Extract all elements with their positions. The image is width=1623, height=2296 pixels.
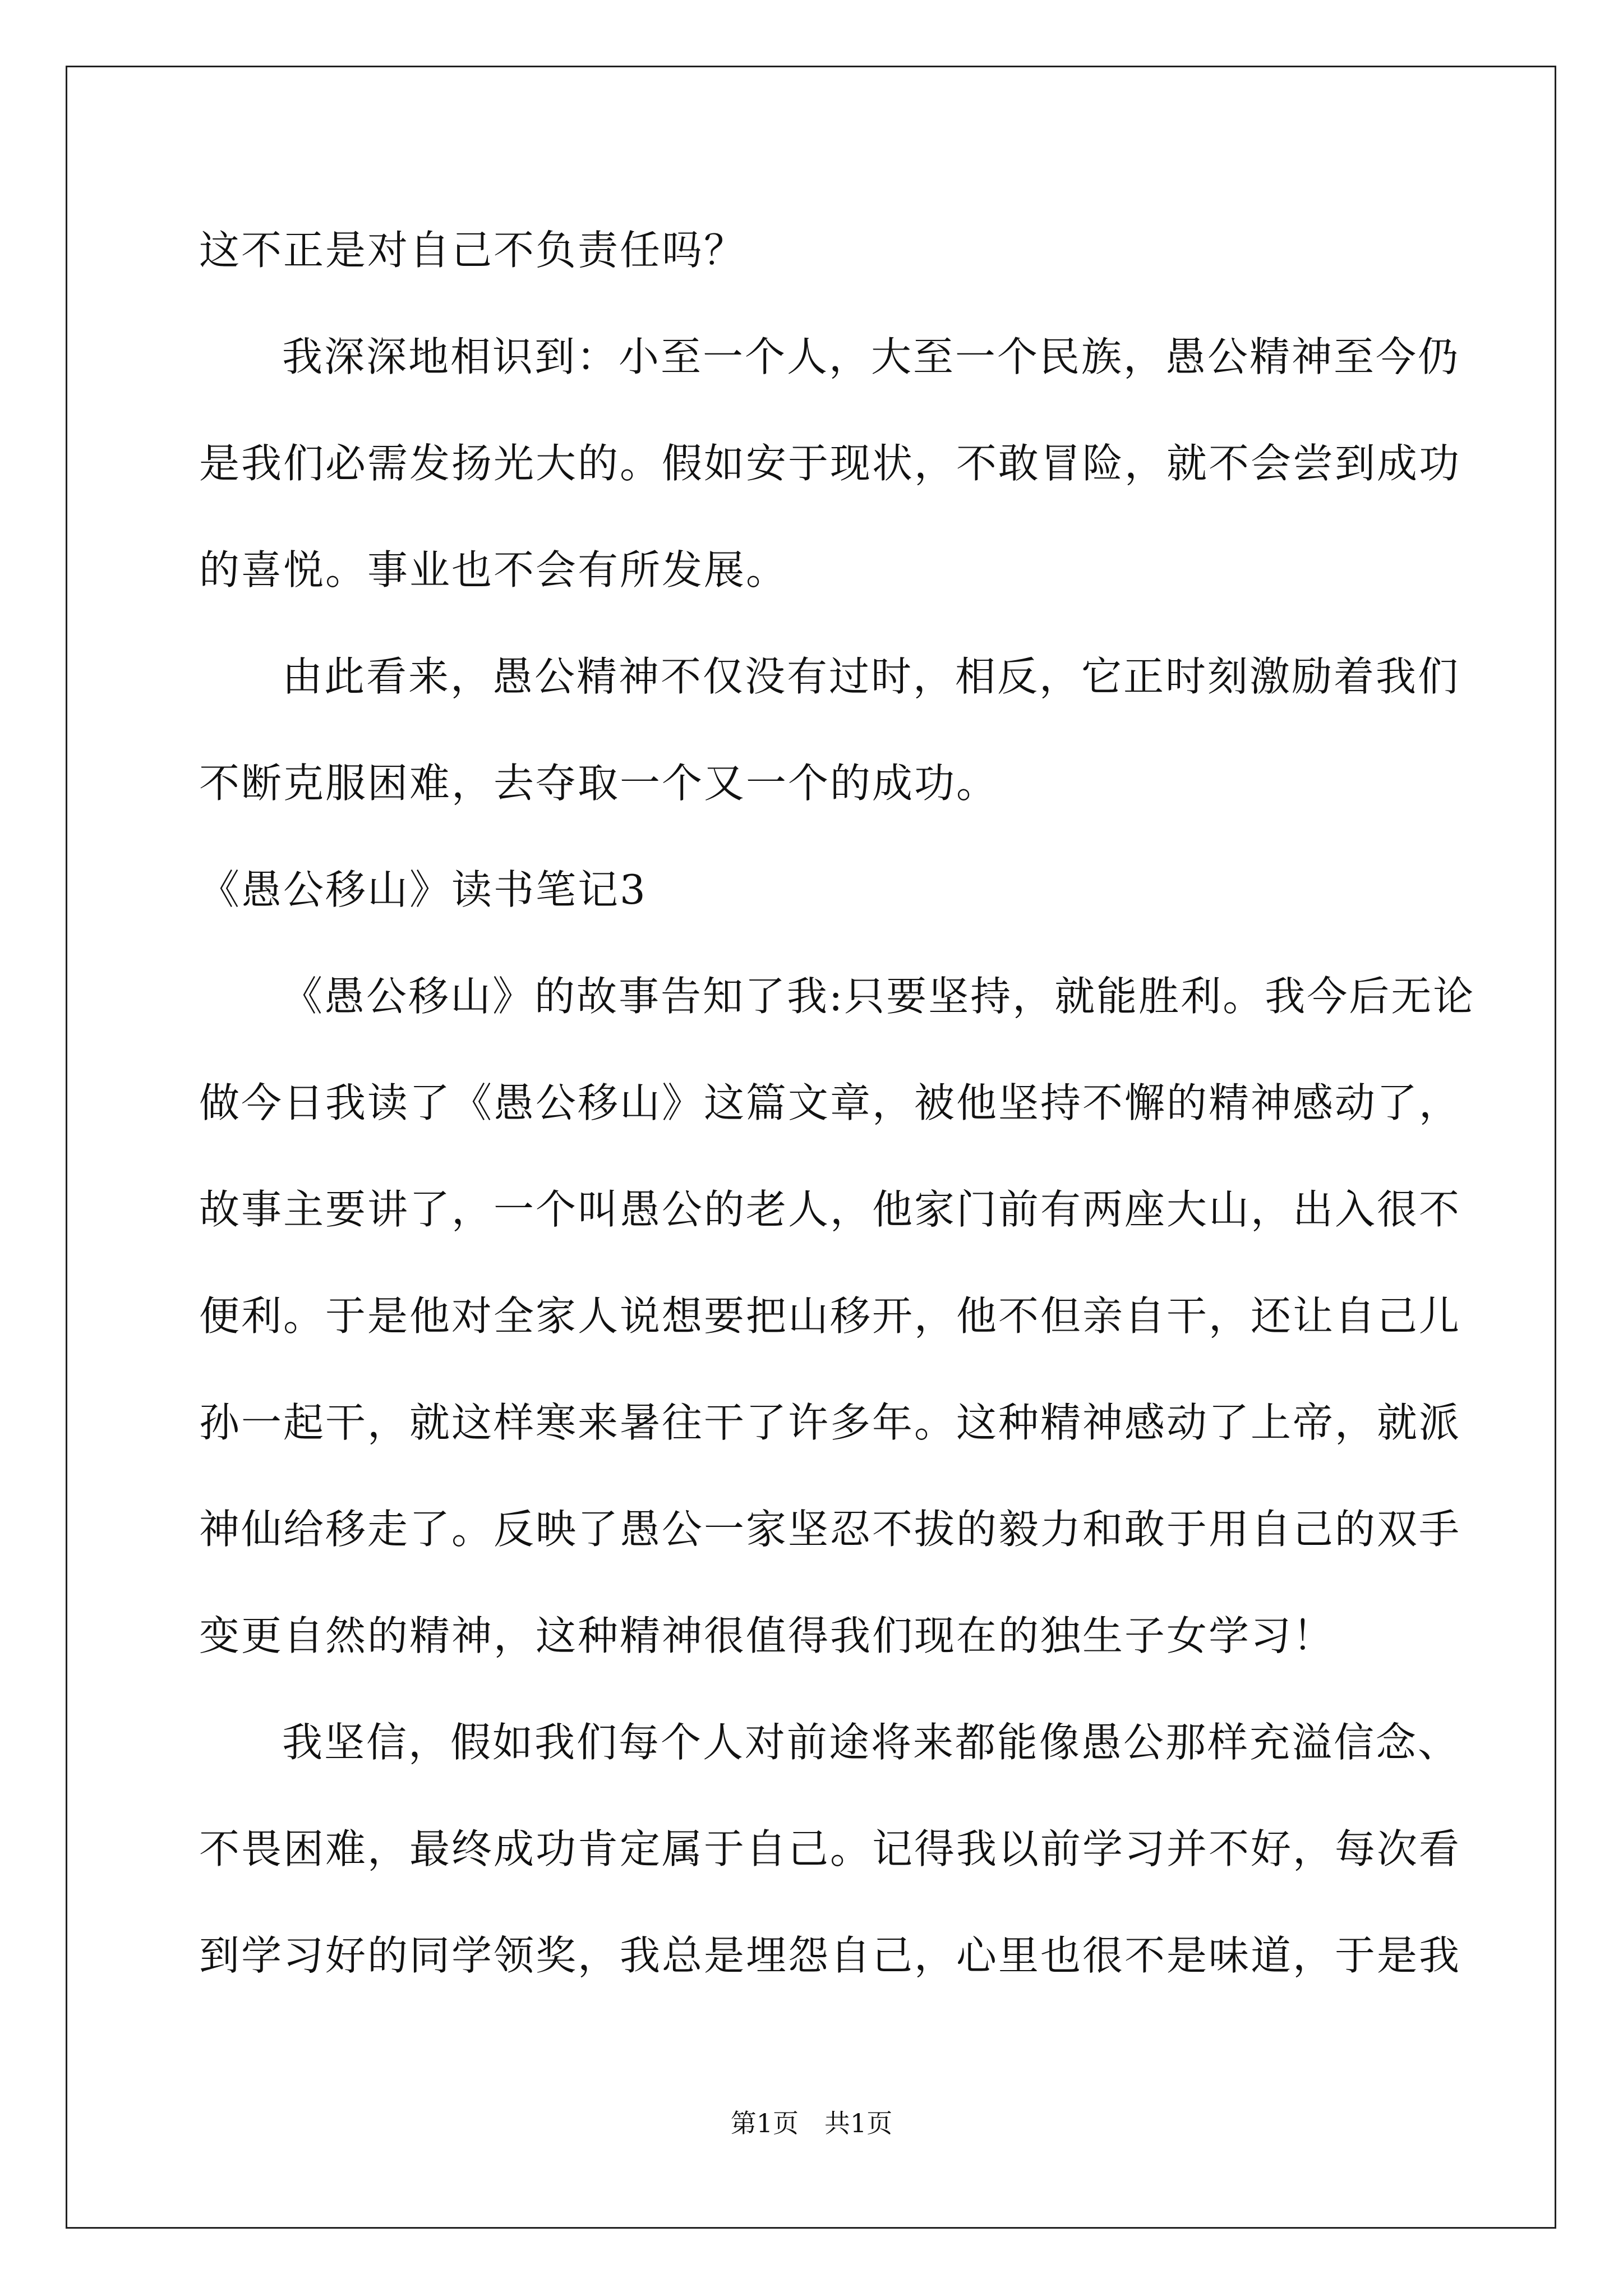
paragraph-line: 《愚公移山》的故事告知了我:只要坚持，就能胜利。我今后无论 <box>282 973 1476 1020</box>
page-border <box>66 66 1556 2229</box>
paragraph-line: 神仙给移走了。反映了愚公一家坚忍不拔的毅力和敢于用自己的双手 <box>199 1506 1461 1553</box>
section-heading: 《愚公移山》读书笔记3 <box>199 866 647 913</box>
paragraph-line: 到学习好的同学领奖，我总是埋怨自己，心里也很不是味道，于是我 <box>199 1932 1461 1979</box>
paragraph-line: 这不正是对自己不负责任吗？ <box>199 227 746 274</box>
paragraph-line: 做今日我读了《愚公移山》这篇文章，被他坚持不懈的精神感动了， <box>199 1079 1461 1126</box>
paragraph-line: 不断克服困难，去夺取一个又一个的成功。 <box>199 760 999 807</box>
paragraph-line: 由此看来，愚公精神不仅没有过时，相反，它正时刻激励着我们 <box>282 653 1460 700</box>
paragraph-line: 孙一起干，就这样寒来暑往干了许多年。这种精神感动了上帝，就派 <box>199 1399 1461 1446</box>
paragraph-line: 不畏困难，最终成功肯定属于自己。记得我以前学习并不好，每次看 <box>199 1825 1461 1872</box>
paragraph-line: 是我们必需发扬光大的。假如安于现状，不敢冒险，就不会尝到成功 <box>199 440 1461 487</box>
paragraph-line: 我坚信，假如我们每个人对前途将来都能像愚公那样充溢信念、 <box>282 1719 1460 1766</box>
paragraph-line: 变更自然的精神，这种精神很值得我们现在的独生子女学习！ <box>199 1612 1335 1659</box>
paragraph-line: 我深深地相识到：小至一个人，大至一个民族，愚公精神至今仍 <box>282 333 1460 380</box>
paragraph-line: 故事主要讲了，一个叫愚公的老人，他家门前有两座大山，出入很不 <box>199 1186 1461 1233</box>
paragraph-line: 便利。于是他对全家人说想要把山移开，他不但亲自干，还让自己儿 <box>199 1292 1461 1340</box>
paragraph-line: 的喜悦。事业也不会有所发展。 <box>199 546 789 593</box>
page-footer: 第1页 共1页 <box>730 2108 893 2138</box>
